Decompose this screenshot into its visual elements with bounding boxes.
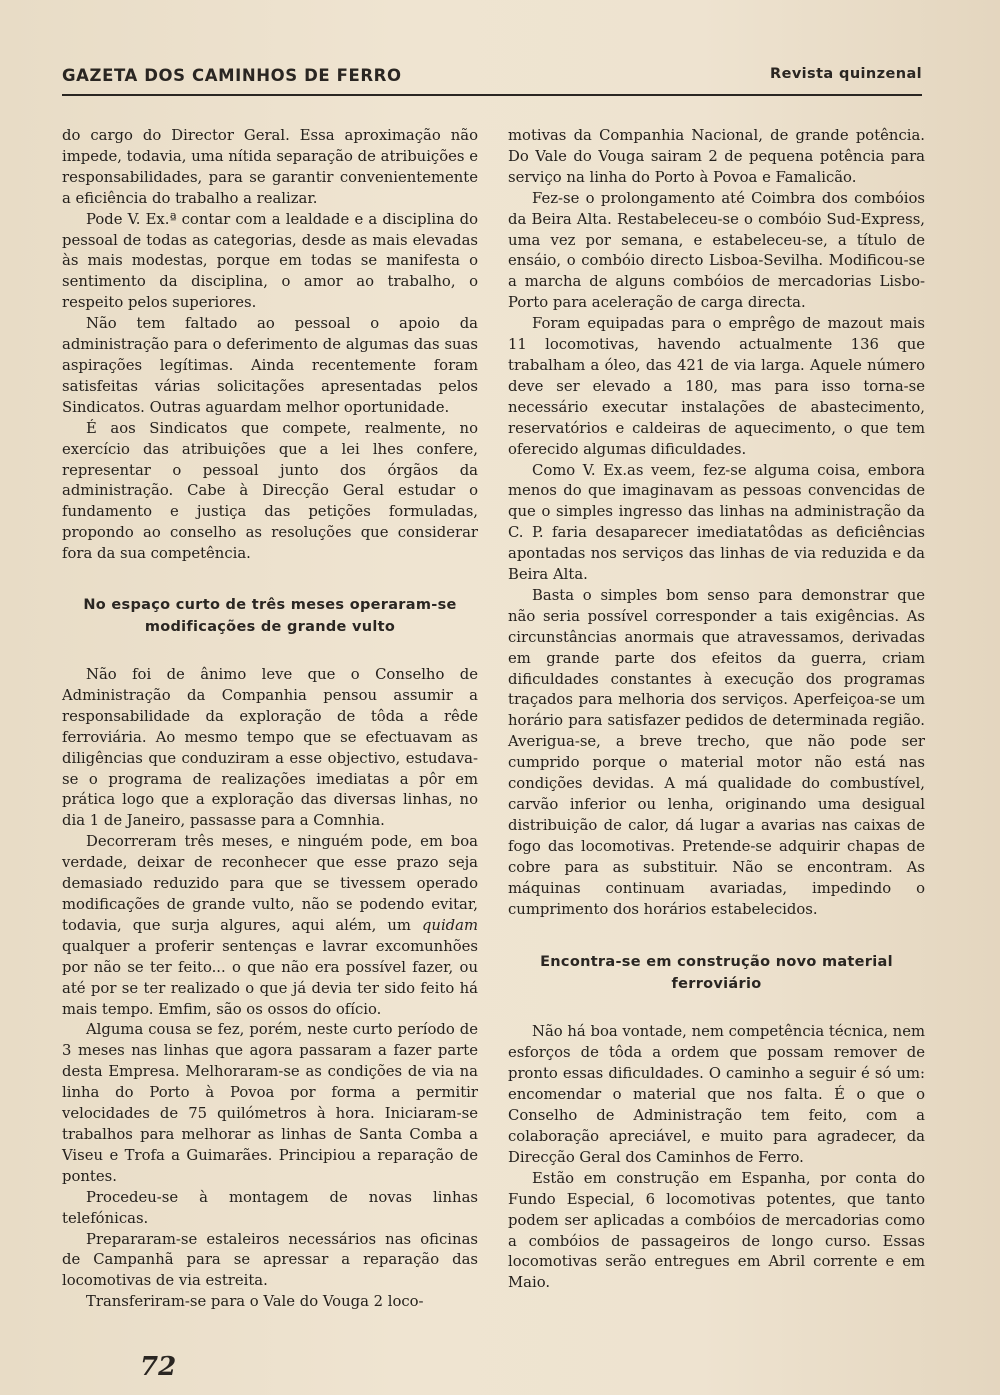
journal-title: GAZETA DOS CAMINHOS DE FERRO xyxy=(62,66,402,85)
paragraph xyxy=(62,832,478,1020)
section-heading xyxy=(62,594,478,638)
paragraph: Transferiram-se para o Vale do Vouga 2 loco- xyxy=(86,1293,424,1311)
section-heading-line: Encontra-se em construção novo material xyxy=(540,954,893,971)
paragraph: Pode V. Ex.ª contar com a lealdade e a disciplina do pessoal de todas as categorias, desde as mais elevadas às mais modestas, porque em todas se manifesta o sentimento da disciplina, o amor ao trabalho, o respeito pelos superiores. xyxy=(62,210,478,312)
paragraph: Não há boa vontade, nem competência técnica, nem esforços de tôda a ordem que possam remover de pronto essas dificuldades. O caminho a seguir é só um: encomendar o material que nos falta. É o que o Conselho de Administração tem feito, com a colaboração apreciável, e muito para agradecer, da Direcção Geral dos Caminhos de Ferro. xyxy=(508,1023,925,1166)
section-heading-line: ferroviário xyxy=(671,976,762,993)
paragraph: Foram equipadas para o emprêgo de mazout mais 11 locomotivas, havendo actualmente 136 que trabalham a óleo, das 421 de via larga. Aquele número deve ser elevado a 180, mas para isso torna-se necessário executar instalações de abastecimento, reservatórios e caldeiras de aquecimento, o que tem oferecido algumas dificuldades. xyxy=(508,315,925,458)
paragraph: Estão em construção em Espanha, por conta do Fundo Especial, 6 locomotivas potentes, que tanto podem ser aplicadas a combóios de mercadorias como a combóios de passageiros de longo curso. Essas locomotivas serão entregues em Abril corrente e em Maio. xyxy=(508,1169,925,1292)
section-heading-line: No espaço curto de três meses operaram-se xyxy=(83,597,457,614)
header-rule xyxy=(62,94,922,96)
paragraph: Procedeu-se à montagem de novas linhas telefónicas. xyxy=(62,1188,478,1227)
section-heading-line: modificações de grande vulto xyxy=(144,619,396,636)
text-run: Decorreram três meses, e ninguém pode, em boa verdade, deixar de reconhecer que esse prazo seja demasiado reduzido para que se tivessem operado modificações de grande vulto, não se podendo evitar, todavia, que surja algures, aqui além, um xyxy=(62,833,478,934)
paragraph: Não tem faltado ao pessoal o apoio da administração para o deferimento de algumas das suas aspirações legítimas. Ainda recentemente foram satisfeitas várias solicitações apresentadas pelos Sindicatos. Outras aguardam melhor oportunidade. xyxy=(62,315,478,416)
page-number: 72 xyxy=(140,1352,177,1382)
paragraph: Não foi de ânimo leve que o Conselho de Administração da Companhia pensou assumir a responsabilidade da exploração de tôda a rêde ferroviária. Ao mesmo tempo que se efectuavam as diligências que conduziram a esse objectivo, estudava-se o programa de realizações imediatas a pôr em prática logo que a exploração das diversas linhas, no dia 1 de Janeiro, passasse para a Comnhia. xyxy=(62,666,478,830)
text-run: qualquer a proferir sentenças e lavrar excomunhões por não se ter feito... o que não era possível fazer, ou até por se ter realizado o que já devia ter sido feito há mais tempo. Emfim, são os ossos do ofício. xyxy=(62,937,478,1018)
left-column xyxy=(62,126,478,1313)
paragraph: do cargo do Director Geral. Essa aproximação não impede, todavia, uma nítida separação de atribuições e responsabilidades, para se garantir convenientemente a eficiência do trabalho a realizar. xyxy=(62,127,478,207)
running-header xyxy=(62,62,922,92)
paragraph: Fez-se o prolongamento até Coimbra dos combóios da Beira Alta. Restabeleceu-se o combóio Sud-Express, uma vez por semana, e estabeleceu-se, a título de ensáio, o combóio directo Lisboa-Sevilha. Modificou-se a marcha de alguns combóios de mercadorias Lisbo-Porto para aceleração de carga directa. xyxy=(508,189,925,312)
journal-subtitle: Revista quinzenal xyxy=(770,66,922,82)
right-column xyxy=(508,126,925,1294)
paragraph: Alguma cousa se fez, porém, neste curto período de 3 meses nas linhas que agora passaram a fazer parte desta Empresa. Melhoraram-se as condições de via na linha do Porto à Povoa por forma a permitir velocidades de 75 quilómetros à hora. Iniciaram-se trabalhos para melhorar as linhas de Santa Comba a Viseu e Trofa a Guimarães. Principiou a reparação de pontes. xyxy=(62,1021,478,1185)
section-heading xyxy=(508,951,925,995)
paragraph: Prepararam-se estaleiros necessários nas oficinas de Campanhã para se apressar a reparação das locomotivas de via estreita. xyxy=(62,1230,478,1290)
paragraph: Como V. Ex.as veem, fez-se alguma coisa, embora menos do que imaginavam as pessoas convencidas de que o simples ingresso das linhas na administração da C. P. faria desaparecer imediatatôdas as deficiências apontadas nos serviços das linhas de via reduzida e da Beira Alta. xyxy=(508,461,925,584)
italic-term: quidam xyxy=(421,916,478,934)
paragraph: É aos Sindicatos que compete, realmente, no exercício das atribuições que a lei lhes confere, representar o pessoal junto dos órgãos da administração. Cabe à Direcção Geral estudar o fundamento e justiça das petições formuladas, propondo ao conselho as resoluções que considerar fora da sua competência. xyxy=(62,419,478,563)
paragraph: Basta o simples bom senso para demonstrar que não seria possível corresponder a tais exigências. As circunstâncias anormais que atravessamos, derivadas em grande parte dos efeitos da guerra, criam dificuldades constantes à execução dos programas traçados para melhoria dos serviços. Aperfeiçoa-se um horário para satisfazer pedidos de determinada região. Averigua-se, a breve trecho, que não pode ser cumprido porque o material motor não está nas condições devidas. A má qualidade do combustível, carvão inferior ou lenha, originando uma desigual distribuição de calor, dá lugar a avarias nas caixas de fogo das locomotivas. Pretende-se adquirir chapas de cobre para as substituir. Não se encontram. As máquinas continuam avariadas, impedindo o cumprimento dos horários estabelecidos. xyxy=(508,586,925,918)
paragraph: motivas da Companhia Nacional, de grande potência. Do Vale do Vouga sairam 2 de pequena potência para serviço na linha do Porto à Povoa e Famalicão. xyxy=(508,127,925,186)
